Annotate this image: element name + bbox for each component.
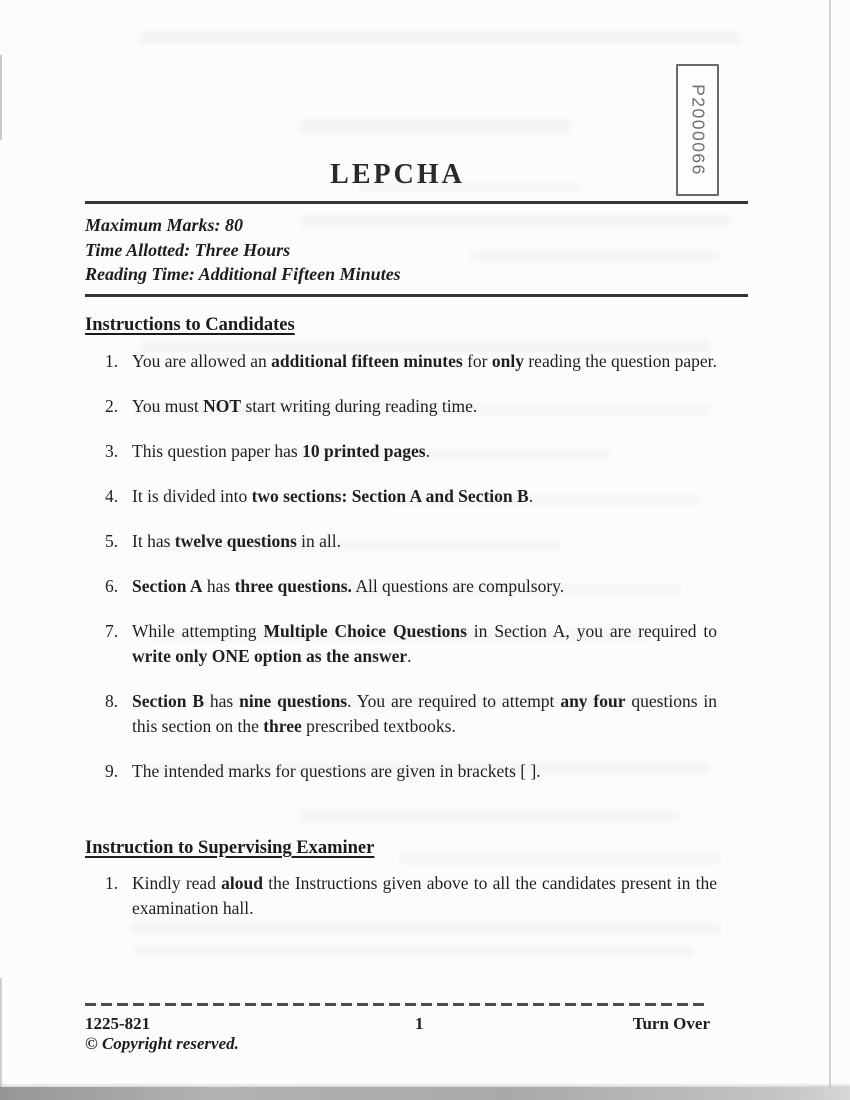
- item-number: 1.: [105, 351, 119, 371]
- instruction-item: [105, 349, 717, 374]
- footer-copyright: © Copyright reserved.: [85, 1034, 239, 1053]
- footer-turn-over-label: Turn Over: [632, 1014, 710, 1033]
- exam-meta-block: [85, 213, 401, 287]
- divider-rule-middle: [85, 294, 748, 297]
- instruction-item: [105, 439, 717, 464]
- instruction-item: [105, 529, 717, 554]
- item-text: Section A has three questions. All questions are compulsory.: [132, 576, 565, 596]
- item-text: It is divided into two sections: Section A and Section B.: [132, 486, 534, 506]
- instruction-item: [105, 759, 717, 784]
- section-heading-candidates: Instructions to Candidates: [85, 315, 295, 335]
- item-number: 9.: [105, 761, 119, 781]
- footer-page-number: 1: [415, 1014, 424, 1033]
- instruction-item: [105, 689, 717, 739]
- scan-edge-left: [0, 55, 2, 140]
- item-number: 7.: [105, 621, 119, 641]
- divider-rule-top: [85, 201, 748, 204]
- instructions-candidates-list: [105, 349, 717, 804]
- meta-time-allotted: Time Allotted: Three Hours: [85, 239, 291, 260]
- footer-dashed-divider: [85, 1003, 708, 1006]
- scan-edge-left: [0, 978, 2, 1088]
- item-number: 3.: [105, 441, 119, 461]
- scan-smudge: [140, 30, 740, 44]
- instruction-item: [105, 619, 717, 669]
- exam-code-label: P2000066: [688, 84, 708, 176]
- scan-edge-bottom: [0, 1087, 850, 1100]
- bleed-through: [300, 118, 570, 134]
- bleed-through: [470, 250, 720, 262]
- item-text: This question paper has 10 printed pages.: [132, 441, 430, 461]
- scan-edge-right: [829, 0, 831, 1088]
- meta-maximum-marks: Maximum Marks: 80: [85, 215, 244, 235]
- item-text: It has twelve questions in all.: [132, 531, 342, 551]
- item-number: 5.: [105, 531, 119, 551]
- section-heading-supervising-examiner: Instruction to Supervising Examiner: [85, 838, 375, 858]
- item-text: Section B has nine questions. You are required to attempt any four questions in this section on the three prescribed textbooks.: [132, 691, 718, 736]
- item-number: 2.: [105, 396, 119, 416]
- bleed-through: [400, 853, 720, 865]
- meta-reading-time: Reading Time: Additional Fifteen Minutes: [85, 264, 401, 284]
- page-title: LEPCHA: [330, 158, 465, 190]
- item-text: The intended marks for questions are given in brackets [ ].: [132, 761, 541, 781]
- instruction-item: [105, 394, 717, 419]
- item-number: 1.: [105, 873, 119, 893]
- item-text: While attempting Multiple Choice Questions in Section A, you are required to write only ONE option as the answer.: [132, 621, 718, 666]
- instruction-item: [105, 484, 717, 509]
- bleed-through: [300, 810, 680, 822]
- item-number: 4.: [105, 486, 119, 506]
- item-text: Kindly read aloud the Instructions given above to all the candidates present in the examination hall.: [132, 873, 717, 918]
- item-text: You must NOT start writing during reading time.: [132, 396, 478, 416]
- bleed-through: [135, 945, 695, 957]
- item-text: You are allowed an additional fifteen minutes for only reading the question paper.: [132, 351, 717, 371]
- instructions-examiner-list: [105, 871, 717, 941]
- instruction-item: [105, 871, 717, 921]
- item-number: 6.: [105, 576, 119, 596]
- footer-paper-code: 1225-821: [85, 1014, 151, 1033]
- item-number: 8.: [105, 691, 119, 711]
- instruction-item: [105, 574, 717, 599]
